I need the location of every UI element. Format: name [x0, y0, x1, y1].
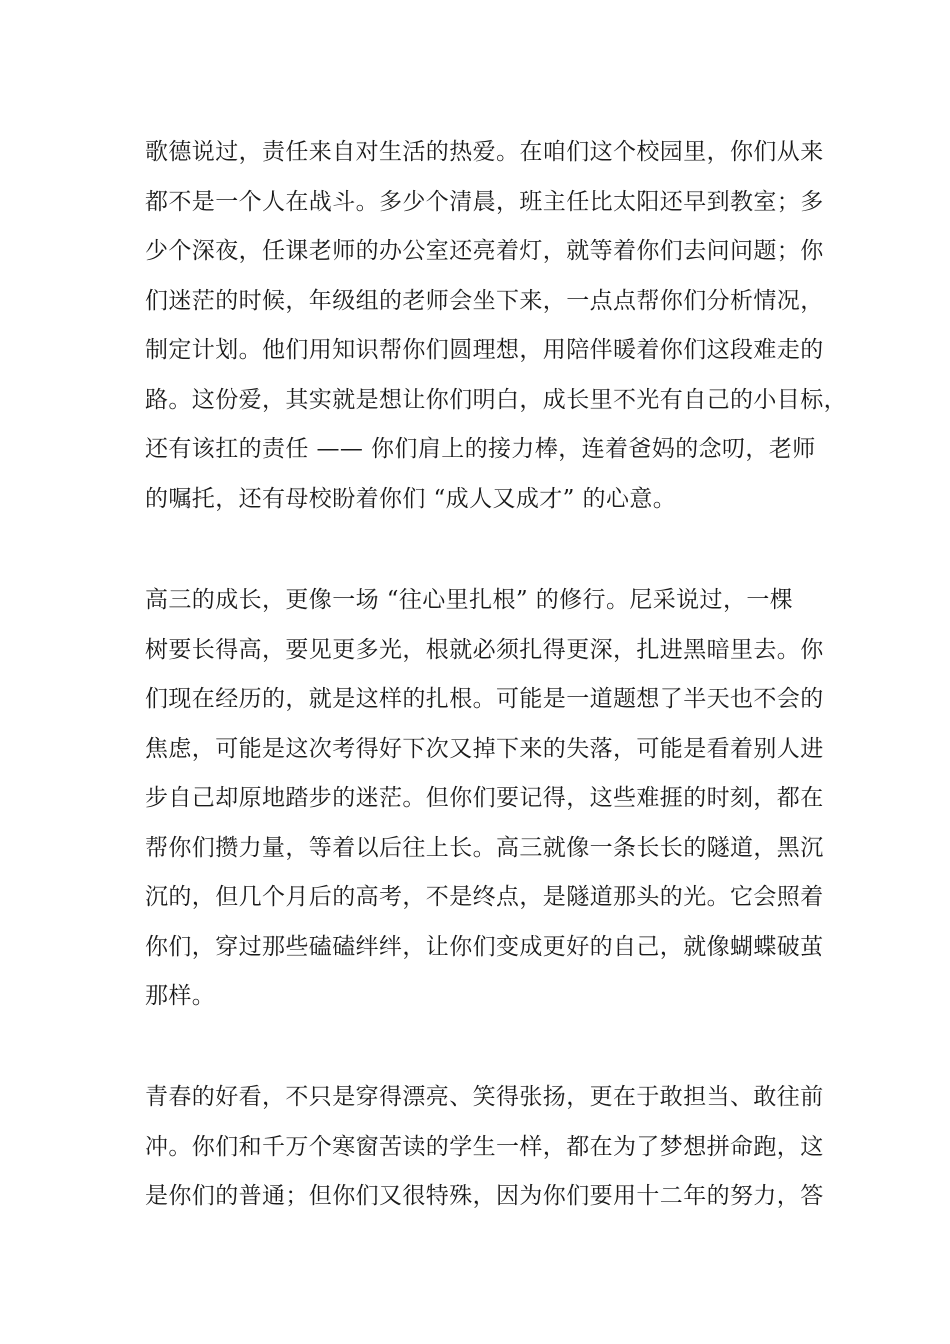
text-line: 你们，穿过那些磕磕绊绊，让你们变成更好的自己，就像蝴蝶破茧 — [145, 933, 824, 960]
text-line: 制定计划。他们用知识帮你们圆理想，用陪伴暖着你们这段难走的 — [145, 337, 824, 363]
text-line: 帮你们攒力量，等着以后往上长。高三就像一条长长的隧道，黑沉 — [145, 834, 824, 861]
text-line: 树要长得高，要见更多光，根就必须扎得更深，扎进黑暗里去。你 — [145, 636, 824, 663]
text-line: 焦虑，可能是这次考得好下次又掉下来的失落，可能是看着别人进 — [145, 735, 824, 762]
paragraph-responsibility — [145, 128, 847, 524]
text-line: 都不是一个人在战斗。多少个清晨，班主任比太阳还早到教室；多 — [145, 188, 824, 215]
text-line: 冲。你们和千万个寒窗苦读的学生一样，都在为了梦想拼命跑，这 — [145, 1133, 824, 1160]
text-line: 是你们的普通；但你们又很特殊，因为你们要用十二年的努力，答 — [145, 1183, 824, 1209]
text-line: 青春的好看，不只是穿得漂亮、笑得张扬，更在于敢担当、敢往前 — [145, 1084, 824, 1110]
text-line: 高三的成长，更像一场 “往心里扎根” 的修行。尼采说过，一棵 — [145, 587, 794, 613]
text-line: 少个深夜，任课老师的办公室还亮着灯，就等着你们去问问题；你 — [145, 238, 824, 264]
text-line: 们现在经历的，就是这样的扎根。可能是一道题想了半天也不会的 — [145, 686, 824, 712]
paragraph-youth — [145, 1073, 825, 1222]
text-line: 的嘱托，还有母校盼着你们 “成人又成才” 的心意。 — [145, 485, 677, 512]
text-line: 歌德说过，责任来自对生活的热爱。在咱们这个校园里，你们从来 — [145, 139, 824, 165]
text-line: 步自己却原地踏步的迷茫。但你们要记得，这些难捱的时刻，都在 — [145, 785, 824, 811]
text-line: 们迷茫的时候，年级组的老师会坐下来，一点点帮你们分析情况， — [145, 287, 824, 314]
text-line: 还有该扛的责任 —— 你们肩上的接力棒，连着爸妈的念叨，老师 — [145, 436, 816, 462]
text-line: 那样。 — [145, 983, 216, 1009]
paragraph-growth — [145, 576, 825, 1022]
text-line: 路。这份爱，其实就是想让你们明白，成长里不光有自己的小目标， — [145, 386, 847, 413]
text-line: 沉的，但几个月后的高考，不是终点，是隧道那头的光。它会照着 — [145, 884, 824, 910]
